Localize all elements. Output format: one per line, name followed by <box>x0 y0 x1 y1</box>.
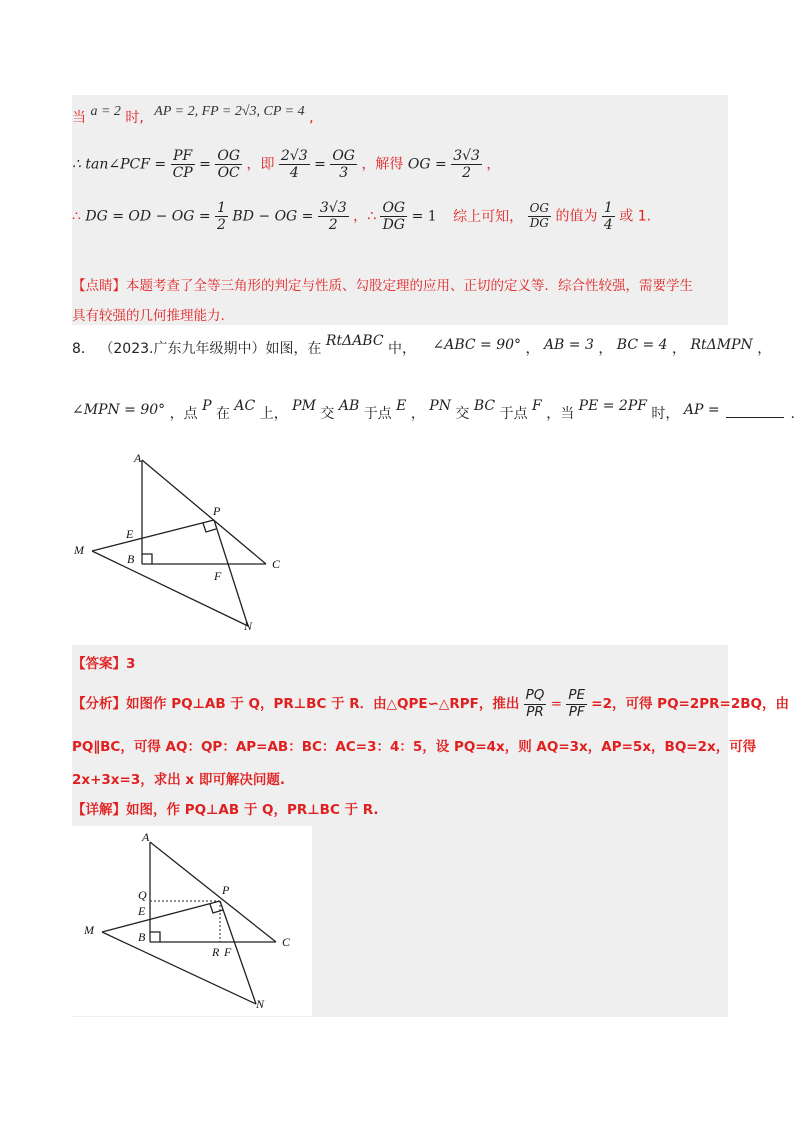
fraction-3root3-2: $\frac{3√3}{2}$ <box>319 200 347 234</box>
comma: ， <box>410 406 425 422</box>
segment-ab: AB <box>338 398 360 414</box>
label-a: A <box>142 830 150 844</box>
problem-line-1 <box>72 333 772 358</box>
equals: = <box>314 156 326 173</box>
og-equals: OG = <box>407 156 447 173</box>
label-r: R <box>212 945 220 959</box>
rt-mpn: RtΔMPN <box>690 337 753 353</box>
fraction-og-dg: $\frac{OG}{DG}$ <box>382 200 406 234</box>
period: . <box>790 406 795 422</box>
comma: ， <box>525 341 540 357</box>
comma: ， <box>757 341 772 357</box>
segment-mp-line <box>102 901 220 932</box>
solution-line-3 <box>72 200 651 233</box>
text-shi: 时， <box>651 406 680 422</box>
comma: ， <box>598 341 613 357</box>
label-p: P <box>213 504 221 518</box>
label-e: E <box>138 904 146 918</box>
fraction-1-2: $\frac{1}{2}$ <box>217 200 226 234</box>
analysis-text-b: =2，可得 PQ=2PR=2BQ，由 <box>591 696 790 713</box>
therefore-sep: ，∴ <box>353 208 376 225</box>
segment-mn-line <box>92 551 248 626</box>
segment-bc: BC <box>473 398 496 414</box>
text-jiao: 交 <box>320 406 335 422</box>
comma: ， <box>672 341 687 357</box>
text-dang: ，当 <box>546 406 575 422</box>
solution-line-1 <box>72 104 314 127</box>
therefore-symbol: ∴ <box>72 208 81 225</box>
fraction-pq-pr: $\frac{PQ}{PR}$ <box>525 687 545 720</box>
fraction-og-dg-small: $\frac{OG}{DG}$ <box>529 201 550 231</box>
text-dian: ，点 <box>169 406 198 422</box>
label-m: M <box>74 543 84 557</box>
fraction-pe-pf: $\frac{PE}{PF}$ <box>568 687 585 720</box>
point-e: E <box>396 398 407 414</box>
figure-2 <box>72 826 312 1016</box>
angle-abc: ∠ABC = 90° <box>432 337 522 353</box>
angle-mpn: ∠MPN = 90° <box>72 402 166 418</box>
text-summary: 综上可知， <box>453 208 524 225</box>
fraction-1-4: $\frac{1}{4}$ <box>603 200 613 234</box>
label-m: M <box>84 923 94 937</box>
right-angle-b <box>150 932 160 942</box>
condition-a: a = 2 <box>90 104 121 119</box>
solution-line-2 <box>72 148 500 181</box>
right-angle-p <box>203 523 216 532</box>
label-f: F <box>224 945 232 959</box>
condition-pe-2pf: PE = 2PF <box>578 398 647 414</box>
values-ap-fp-cp: AP = 2, FP = 2√3, CP = 4 <box>154 104 305 119</box>
text-zai: 在 <box>215 406 230 422</box>
text-or-one: 或 1. <box>619 208 652 225</box>
tan-expression: ∴ tan∠PCF = <box>72 156 167 173</box>
bd-expression: BD − OG = <box>232 208 314 225</box>
answer-label: 【答案】3 <box>72 656 136 672</box>
label-n: N <box>256 997 265 1011</box>
text-yudian: 于点 <box>499 406 528 422</box>
segment-ac-line <box>142 460 266 564</box>
segment-ac: AC <box>234 398 256 414</box>
fraction-2root3-4: $\frac{2√3}{4}$ <box>280 148 308 182</box>
comma: , <box>309 110 314 126</box>
label-p: P <box>222 883 230 897</box>
segment-ac-line <box>150 842 276 942</box>
rt-abc: RtΔABC <box>325 333 384 349</box>
comment-line-2: 具有较强的几何推理能力. <box>72 308 225 324</box>
comment-line-1: 【点睛】本题考查了全等三角形的判定与性质、勾股定理的应用、正切的定义等．综合性较强，需要学生 <box>72 278 693 294</box>
point-p: P <box>202 398 212 414</box>
analysis-line-3: 2x+3x=3，求出 x 即可解决问题. <box>72 772 285 788</box>
text-ji: ，即 <box>246 156 275 173</box>
text-jiao: 交 <box>455 406 470 422</box>
point-f: F <box>532 398 542 414</box>
text-when: 当 <box>72 110 86 126</box>
label-n: N <box>244 619 253 633</box>
label-b: B <box>138 930 146 944</box>
segment-mn-line <box>102 932 256 1004</box>
fraction-og-3: $\frac{OG}{3}$ <box>332 148 355 182</box>
fraction-3root3-2: $\frac{3√3}{2}$ <box>453 148 480 182</box>
equals: = <box>550 696 563 713</box>
analysis-line-1 <box>72 688 789 720</box>
fraction-og-oc: $\frac{OG}{OC}$ <box>217 148 241 182</box>
text-shi: 时, <box>125 110 144 126</box>
problem-source: （2023.广东九年级期中）如图，在 <box>99 341 322 357</box>
ap-equals: AP = <box>683 402 720 418</box>
figure-1 <box>70 448 290 633</box>
analysis-line-2: PQ∥BC，可得 AQ：QP：AP=AB：BC：AC=3：4：5，设 PQ=4x，则 AQ=3x，AP=5x，BQ=2x，可得 <box>72 739 757 755</box>
ab-length: AB = 3 <box>543 337 594 353</box>
detail-line: 【详解】如图，作 PQ⊥AB 于 Q，PR⊥BC 于 R. <box>72 802 379 818</box>
comma: ， <box>486 156 501 173</box>
label-c: C <box>282 935 291 949</box>
analysis-text-a: 【分析】如图作 PQ⊥AB 于 Q，PR⊥BC 于 R．由△QPE∽△RPF，推出 <box>72 696 520 713</box>
dg-expression: DG = OD − OG = <box>85 208 211 225</box>
equals-one: = 1 <box>411 208 437 225</box>
bc-length: BC = 4 <box>616 337 668 353</box>
equals: = <box>199 156 211 173</box>
fraction-pf-cp: $\frac{PF}{CP}$ <box>172 148 193 182</box>
label-a: A <box>134 451 142 465</box>
problem-number: 8． <box>72 341 95 357</box>
text-value: 的值为 <box>555 208 598 225</box>
text-zhong: 中， <box>388 341 417 357</box>
label-e: E <box>126 527 134 541</box>
problem-line-2 <box>72 398 795 423</box>
label-q: Q <box>138 888 147 902</box>
text-yudian: 于点 <box>363 406 392 422</box>
segment-pm: PM <box>292 398 316 414</box>
right-angle-b <box>142 554 152 564</box>
segment-pn: PN <box>429 398 451 414</box>
label-b: B <box>127 552 135 566</box>
text-jiede: ，解得 <box>361 156 404 173</box>
text-shang: 上， <box>259 406 288 422</box>
answer-blank[interactable] <box>726 417 784 418</box>
label-c: C <box>272 557 281 571</box>
label-f: F <box>214 569 222 583</box>
segment-mp-line <box>92 520 214 551</box>
